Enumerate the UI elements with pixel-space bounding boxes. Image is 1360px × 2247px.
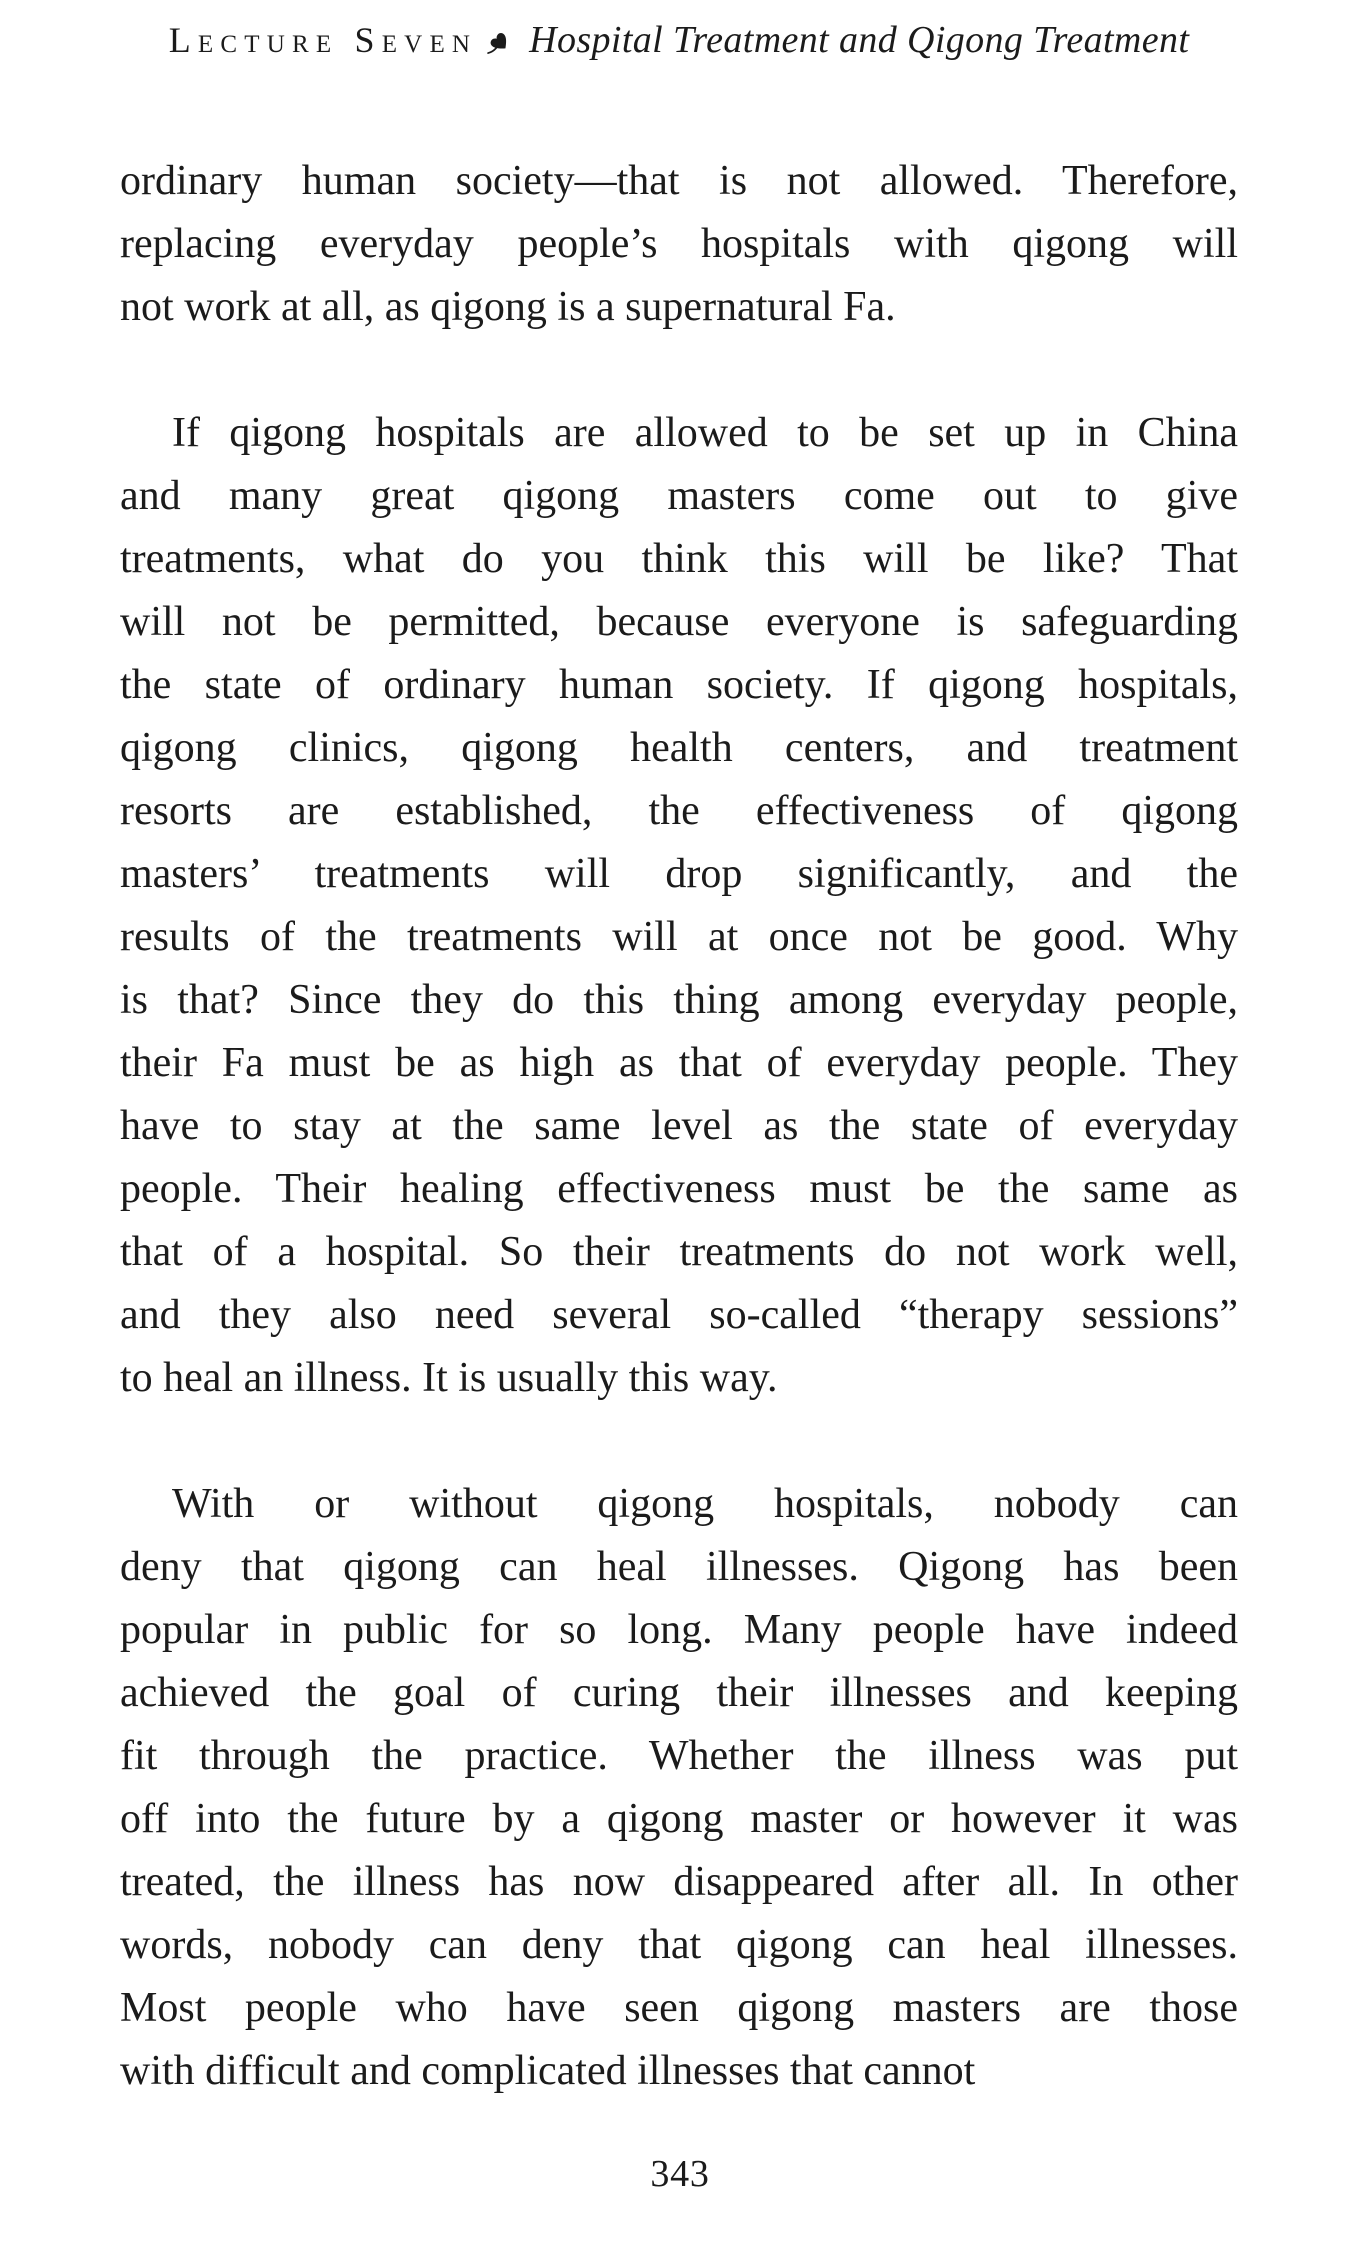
text-line: masters’ treatments will drop significantly, and the (120, 851, 1238, 897)
text-line: that of a hospital. So their treatments do not work well, (120, 1229, 1238, 1275)
fleuron-icon (485, 29, 513, 57)
text-line: achieved the goal of curing their illnesses and keeping (120, 1670, 1238, 1716)
page-number: 343 (650, 2153, 710, 2195)
text-line: resorts are established, the effectiveness of qigong (120, 788, 1238, 834)
text-line: fit through the practice. Whether the illness was put (120, 1733, 1238, 1779)
text-line: Most people who have seen qigong masters are those (120, 1985, 1238, 2031)
text-line: and they also need several so-called “therapy sessions” (120, 1292, 1238, 1338)
body-text (120, 150, 1238, 2103)
text-line: with difficult and complicated illnesses that cannot (120, 2048, 976, 2094)
paragraph (120, 1473, 1238, 2103)
text-line: not work at all, as qigong is a supernatural Fa. (120, 284, 896, 330)
text-line: and many great qigong masters come out to give (120, 473, 1238, 519)
lecture-label: Lecture Seven (168, 20, 478, 60)
text-line: the state of ordinary human society. If qigong hospitals, (120, 662, 1238, 708)
text-line: to heal an illness. It is usually this way. (120, 1355, 778, 1401)
text-line: off into the future by a qigong master or however it was (120, 1796, 1238, 1842)
text-line: If qigong hospitals are allowed to be set up in China (172, 410, 1238, 456)
text-line: is that? Since they do this thing among everyday people, (120, 977, 1238, 1023)
text-line: deny that qigong can heal illnesses. Qigong has been (120, 1544, 1238, 1590)
running-head (120, 18, 1238, 70)
text-line: With or without qigong hospitals, nobody can (172, 1481, 1238, 1527)
text-line: replacing everyday people’s hospitals with qigong will (120, 221, 1238, 267)
text-line: will not be permitted, because everyone is safeguarding (120, 599, 1238, 645)
text-line: people. Their healing effectiveness must be the same as (120, 1166, 1238, 1212)
text-line: words, nobody can deny that qigong can heal illnesses. (120, 1922, 1238, 1968)
text-line: treated, the illness has now disappeared after all. In other (120, 1859, 1238, 1905)
text-line: their Fa must be as high as that of everyday people. They (120, 1040, 1238, 1086)
paragraph (120, 150, 1238, 339)
text-line: qigong clinics, qigong health centers, and treatment (120, 725, 1238, 771)
text-line: ordinary human society—that is not allowed. Therefore, (120, 158, 1238, 204)
text-line: have to stay at the same level as the state of everyday (120, 1103, 1238, 1149)
text-line: treatments, what do you think this will be like? That (120, 536, 1238, 582)
text-line: popular in public for so long. Many people have indeed (120, 1607, 1238, 1653)
text-line: results of the treatments will at once not be good. Why (120, 914, 1238, 960)
paragraph (120, 402, 1238, 1410)
chapter-title: Hospital Treatment and Qigong Treatment (529, 19, 1190, 61)
